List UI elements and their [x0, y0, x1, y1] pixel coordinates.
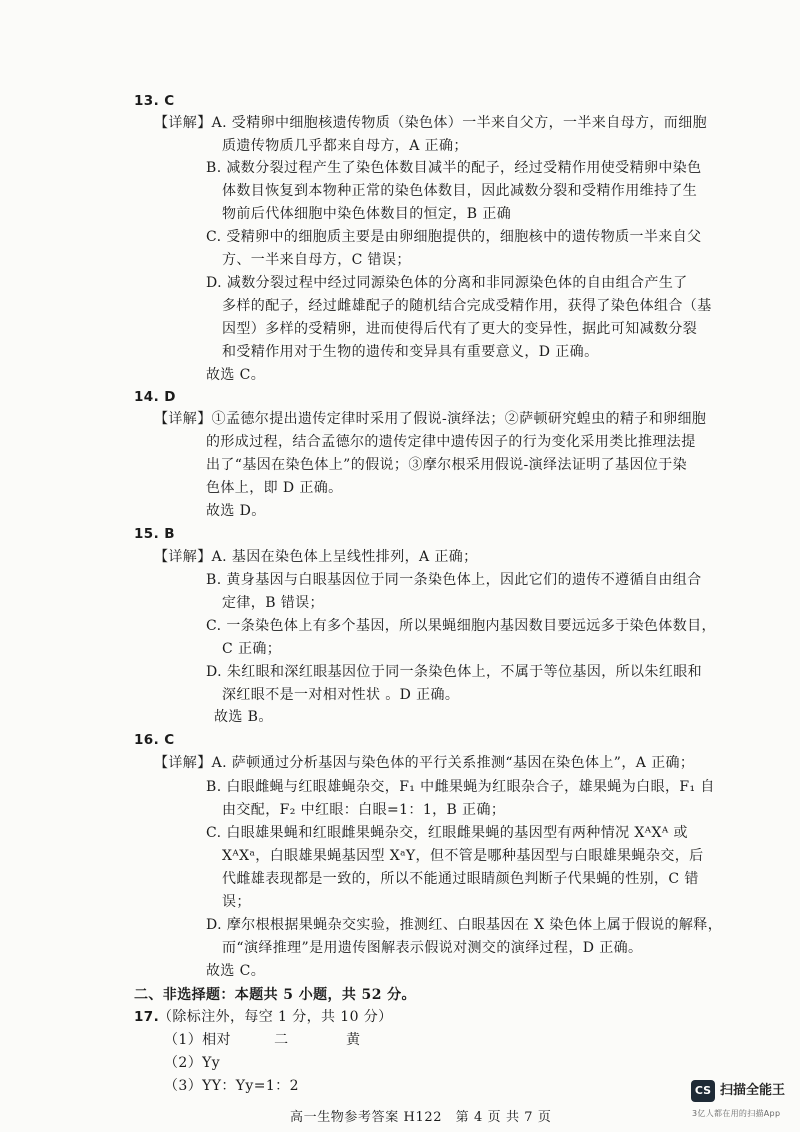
q13-line: B. 减数分裂过程产生了染色体数目减半的配子，经过受精作用使受精卵中染色 [206, 160, 702, 176]
q16-line: 误； [222, 894, 251, 910]
q16-line: 【详解】A. 萨顿通过分析基因与染色体的平行关系推测“基因在染色体上”，A 正确； [154, 755, 695, 771]
q16-number: 16. C [134, 732, 175, 748]
q13-line: 质遗传物质几乎都来自母方，A 正确； [222, 138, 468, 154]
scanner-watermark [691, 1076, 791, 1124]
q17-answer: （1）相对 二 黄 [164, 1032, 361, 1048]
q15-conclusion: 故选 B。 [214, 709, 273, 725]
q15-line: B. 黄身基因与白眼基因位于同一条染色体上，因此它们的遗传不遵循自由组合 [206, 572, 702, 588]
q16-line: D. 摩尔根根据果蝇杂交实验，推测红、白眼基因在 X 染色体上属于假说的解释， [206, 917, 723, 933]
q14-line: 出了“基因在染色体上”的假说；③摩尔根采用假说-演绎法证明了基因位于染 [206, 457, 688, 473]
q15-line: 【详解】A. 基因在染色体上呈线性排列，A 正确； [154, 549, 478, 565]
q14-line: 色体上，即 D 正确。 [206, 480, 343, 496]
q16-conclusion: 故选 C。 [206, 963, 266, 979]
section-heading: 二、非选择题：本题共 5 小题，共 52 分。 [134, 987, 416, 1003]
q15-line: D. 朱红眼和深红眼基因位于同一条染色体上，不属于等位基因，所以朱红眼和 [206, 664, 703, 680]
q13-line: 因型）多样的受精卵，进而使得后代有了更大的变异性，据此可知减数分裂 [222, 321, 698, 337]
q13-line: 和受精作用对于生物的遗传和变异具有重要意义，D 正确。 [222, 344, 599, 360]
q14-number: 14. D [134, 389, 176, 405]
q16-line: XᴬXᵃ，白眼雄果蝇基因型 XᵃY，但不管是哪种基因型与白眼雄果蝇杂交，后 [222, 848, 704, 864]
q13-line: 多样的配子，经过雌雄配子的随机结合完成受精作用，获得了染色体组合（基 [222, 298, 712, 314]
q17-number: 17. [134, 1009, 160, 1025]
q16-line: 由交配，F₂ 中红眼：白眼=1：1，B 正确； [222, 802, 506, 818]
q13-line: 体数目恢复到本物种正常的染色体数目，因此减数分裂和受精作用维持了生 [222, 183, 698, 199]
q13-line: 【详解】A. 受精卵中细胞核遗传物质（染色体）一半来自父方，一半来自母方，而细胞 [154, 115, 708, 131]
q15-line: 定律，B 错误； [222, 595, 324, 611]
scanner-app-name: 扫描全能王 [720, 1083, 786, 1098]
q13-line: C. 受精卵中的细胞质主要是由卵细胞提供的，细胞核中的遗传物质一半来自父 [206, 229, 702, 245]
q17-answer: （2）Yy [164, 1055, 221, 1071]
q13-number: 13. C [134, 93, 175, 109]
q15-line: 深红眼不是一对相对性状 。D 正确。 [222, 687, 460, 703]
q15-line: C 正确； [222, 641, 282, 657]
q16-line: 代雌雄表现都是一致的，所以不能通过眼睛颜色判断子代果蝇的性别，C 错 [222, 871, 699, 887]
q17-scoring-note: （除标注外，每空 1 分，共 10 分） [158, 1009, 393, 1025]
q13-line: D. 减数分裂过程中经过同源染色体的分离和非同源染色体的自由组合产生了 [206, 275, 688, 291]
q14-line: 【详解】①孟德尔提出遗传定律时采用了假说-演绎法；②萨顿研究蝗虫的精子和卵细胞 [154, 411, 707, 427]
q14-conclusion: 故选 D。 [206, 503, 266, 519]
q15-line: C. 一条染色体上有多个基因，所以果蝇细胞内基因数目要远远多于染色体数目， [206, 618, 716, 634]
q13-conclusion: 故选 C。 [206, 367, 266, 383]
page-footer: 高一生物参考答案 H122 第 4 页 共 7 页 [290, 1110, 552, 1125]
q13-line: 物前后代体细胞中染色体数目的恒定，B 正确 [222, 206, 512, 222]
q16-line: C. 白眼雄果蝇和红眼雌果蝇杂交，红眼雌果蝇的基因型有两种情况 XᴬXᴬ 或 [206, 825, 688, 841]
camscanner-logo-icon: CS [691, 1080, 715, 1102]
q16-line: 而“演绎推理”是用遗传图解表示假说对测交的演绎过程，D 正确。 [222, 940, 643, 956]
q16-line: B. 白眼雌蝇与红眼雄蝇杂交，F₁ 中雌果蝇为红眼杂合子，雄果蝇为白眼，F₁ 自 [206, 779, 715, 795]
q17-answer: （3）YY：Yy=1：2 [164, 1078, 299, 1094]
q14-line: 的形成过程，结合孟德尔的遗传定律中遗传因子的行为变化采用类比推理法提 [206, 434, 696, 450]
scanner-tagline: 3亿人都在用的扫描App [692, 1109, 781, 1118]
q13-line: 方、一半来自母方，C 错误； [222, 252, 411, 268]
q15-number: 15. B [134, 526, 175, 542]
